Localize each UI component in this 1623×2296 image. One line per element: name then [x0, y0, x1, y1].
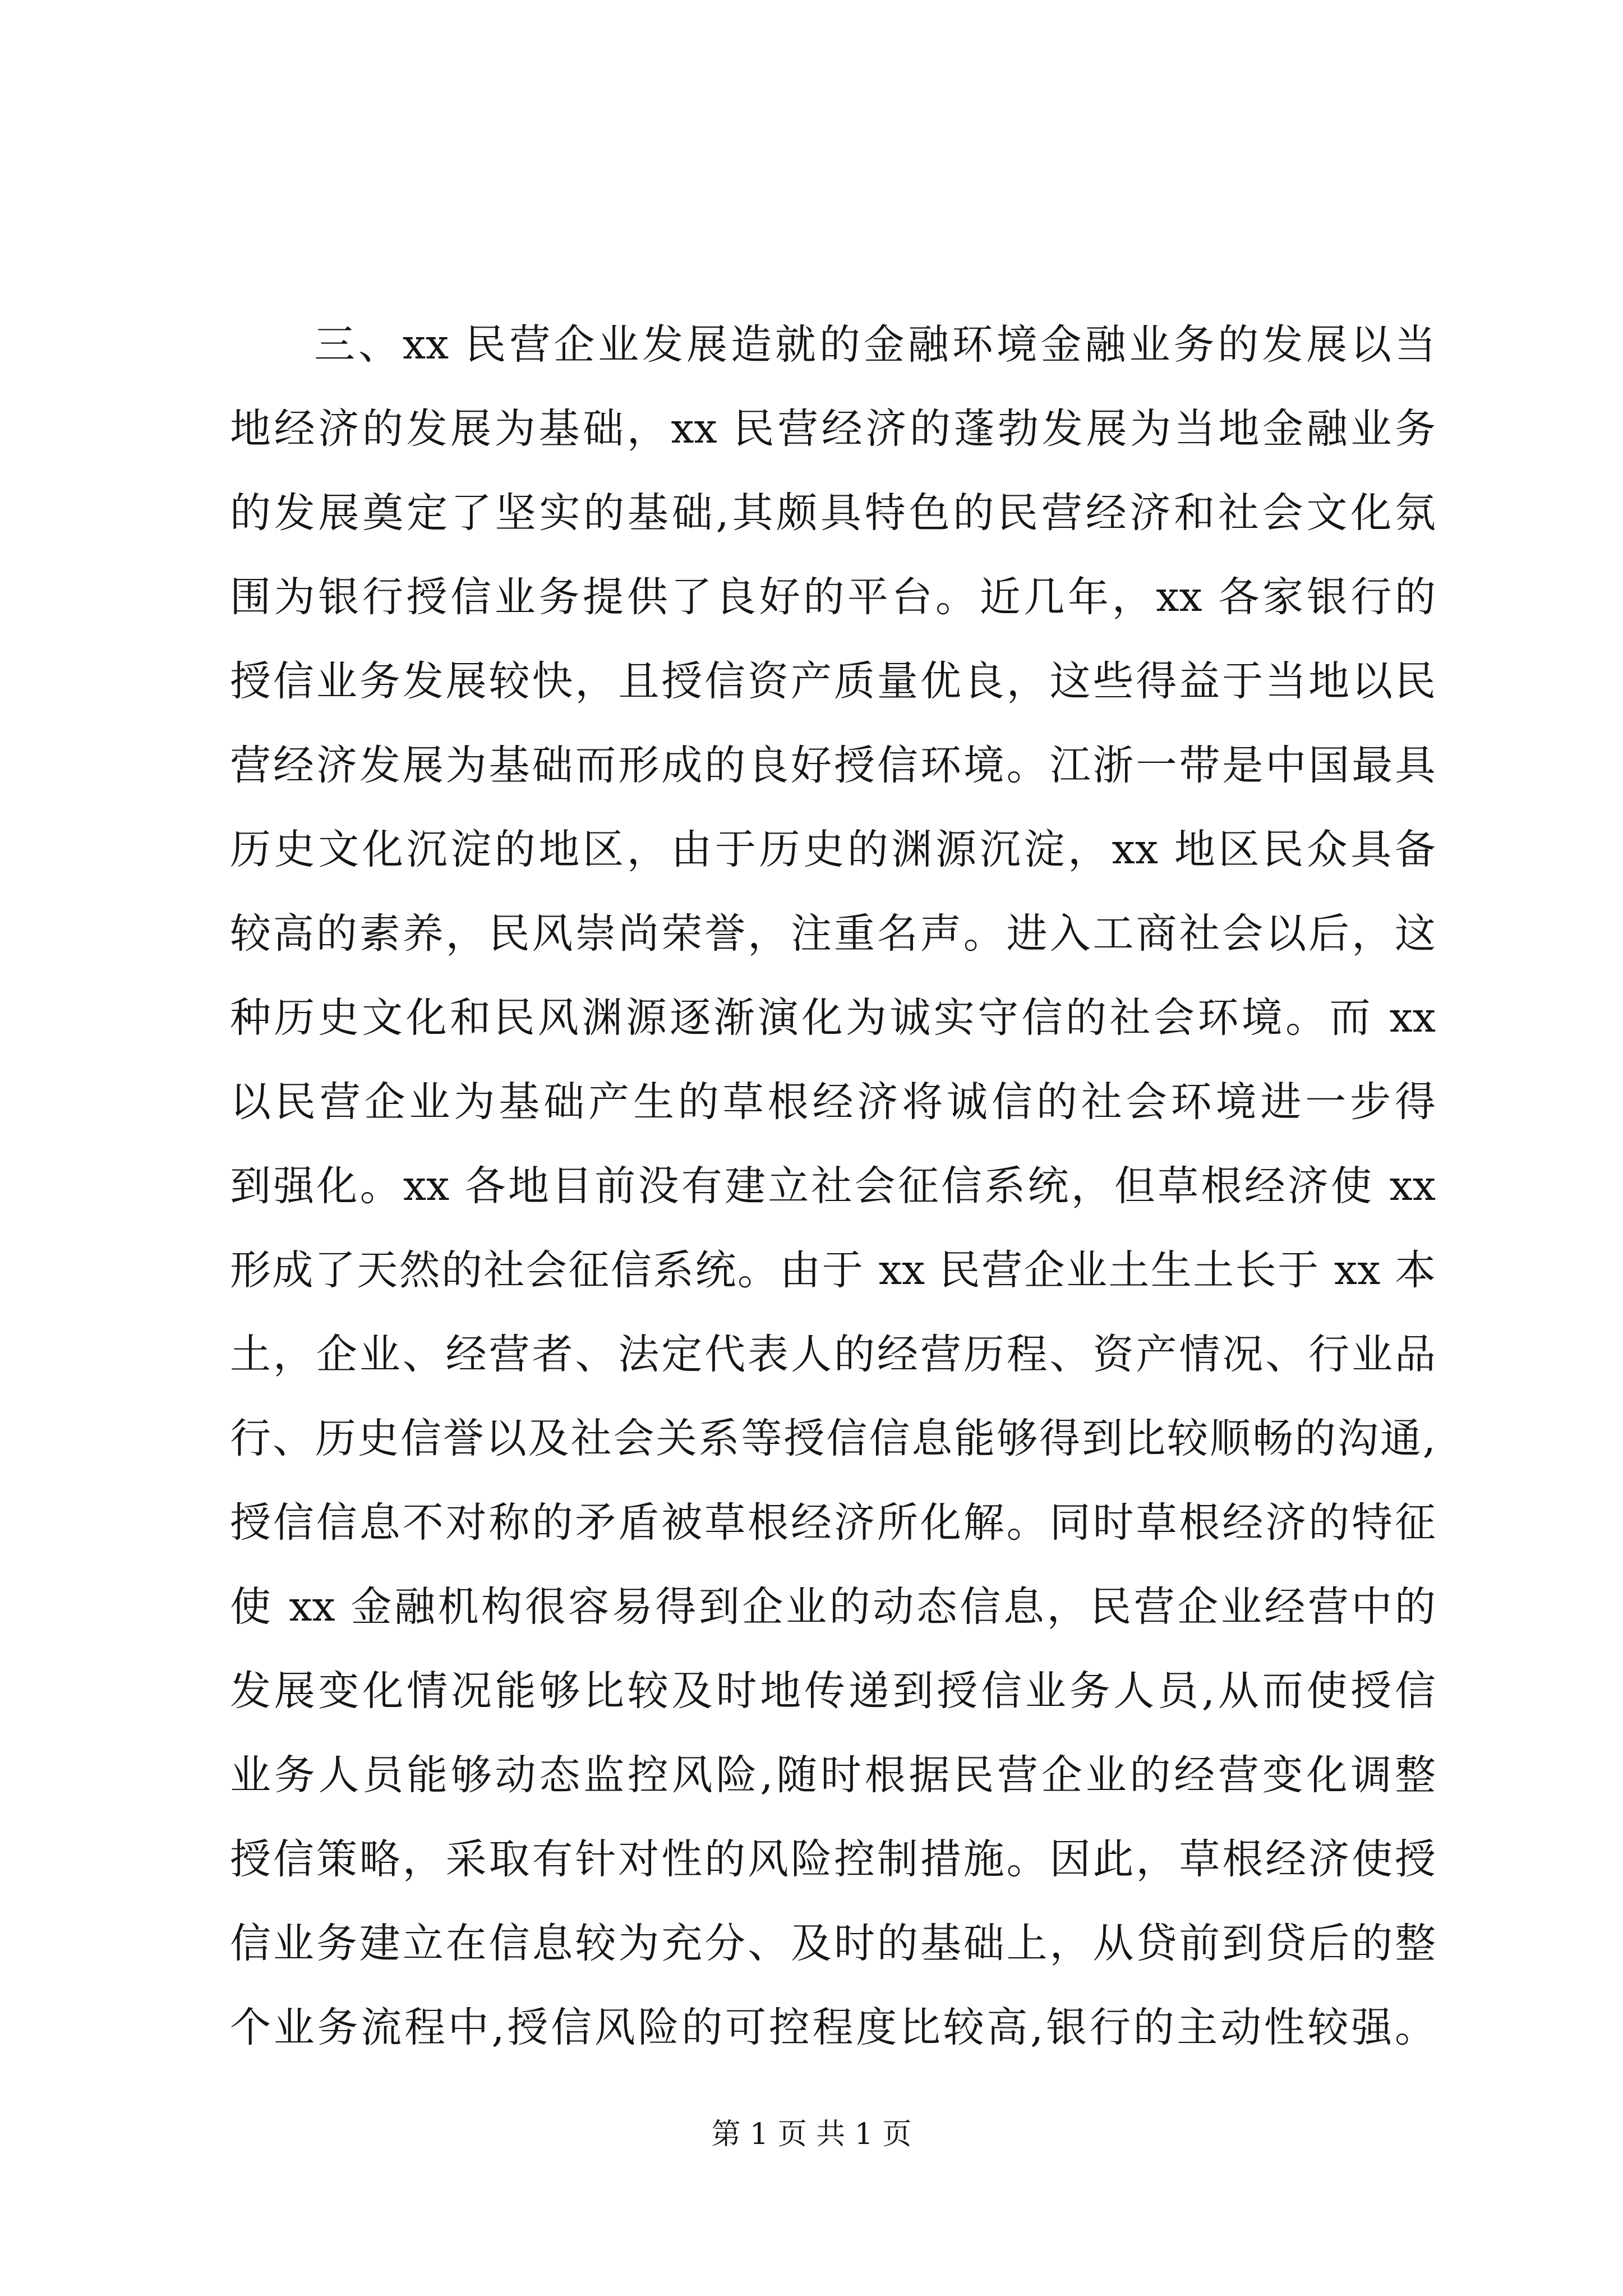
paragraph-line: 三、xx 民营企业发展造就的金融环境金融业务的发展以当: [314, 321, 1436, 369]
page-number-footer: 第 1 页 共 1 页: [711, 2118, 912, 2151]
paragraph-line: 业务人员能够动态监控风险,随时根据民营企业的经营变化调整: [230, 1751, 1436, 1799]
paragraph-line: 使 xx 金融机构很容易得到企业的动态信息，民营企业经营中的: [230, 1583, 1436, 1631]
paragraph-line: 授信业务发展较快，且授信资产质量优良，这些得益于当地以民: [230, 657, 1436, 705]
paragraph-line: 较高的素养，民风崇尚荣誉，注重名声。进入工商社会以后，这: [230, 910, 1436, 958]
paragraph-line: 围为银行授信业务提供了良好的平台。近几年，xx 各家银行的: [230, 573, 1436, 621]
paragraph-line: 行、历史信誉以及社会关系等授信信息能够得到比较顺畅的沟通,: [230, 1415, 1436, 1462]
paragraph-line: 种历史文化和民风渊源逐渐演化为诚实守信的社会环境。而 xx: [230, 994, 1436, 1042]
paragraph-line: 个业务流程中,授信风险的可控程度比较高,银行的主动性较强。: [230, 2004, 1436, 2051]
paragraph-line: 地经济的发展为基础，xx 民营经济的蓬勃发展为当地金融业务: [230, 405, 1436, 453]
paragraph-line: 到强化。xx 各地目前没有建立社会征信系统，但草根经济使 xx: [230, 1162, 1436, 1210]
paragraph-line: 发展变化情况能够比较及时地传递到授信业务人员,从而使授信: [230, 1667, 1436, 1715]
paragraph-line: 营经济发展为基础而形成的良好授信环境。江浙一带是中国最具: [230, 742, 1436, 789]
paragraph-line: 授信策略，采取有针对性的风险控制措施。因此，草根经济使授: [230, 1835, 1436, 1883]
paragraph-line: 以民营企业为基础产生的草根经济将诚信的社会环境进一步得: [230, 1078, 1436, 1126]
paragraph-line: 授信信息不对称的矛盾被草根经济所化解。同时草根经济的特征: [230, 1499, 1436, 1547]
paragraph-line: 历史文化沉淀的地区，由于历史的渊源沉淀，xx 地区民众具备: [230, 826, 1436, 873]
paragraph-line: 形成了天然的社会征信系统。由于 xx 民营企业土生土长于 xx 本: [230, 1246, 1436, 1294]
paragraph-line: 的发展奠定了坚实的基础,其颇具特色的民营经济和社会文化氛: [230, 489, 1436, 537]
paragraph-line: 土，企业、经营者、法定代表人的经营历程、资产情况、行业品: [230, 1331, 1436, 1378]
paragraph-line: 信业务建立在信息较为充分、及时的基础上，从贷前到贷后的整: [230, 1920, 1436, 1967]
